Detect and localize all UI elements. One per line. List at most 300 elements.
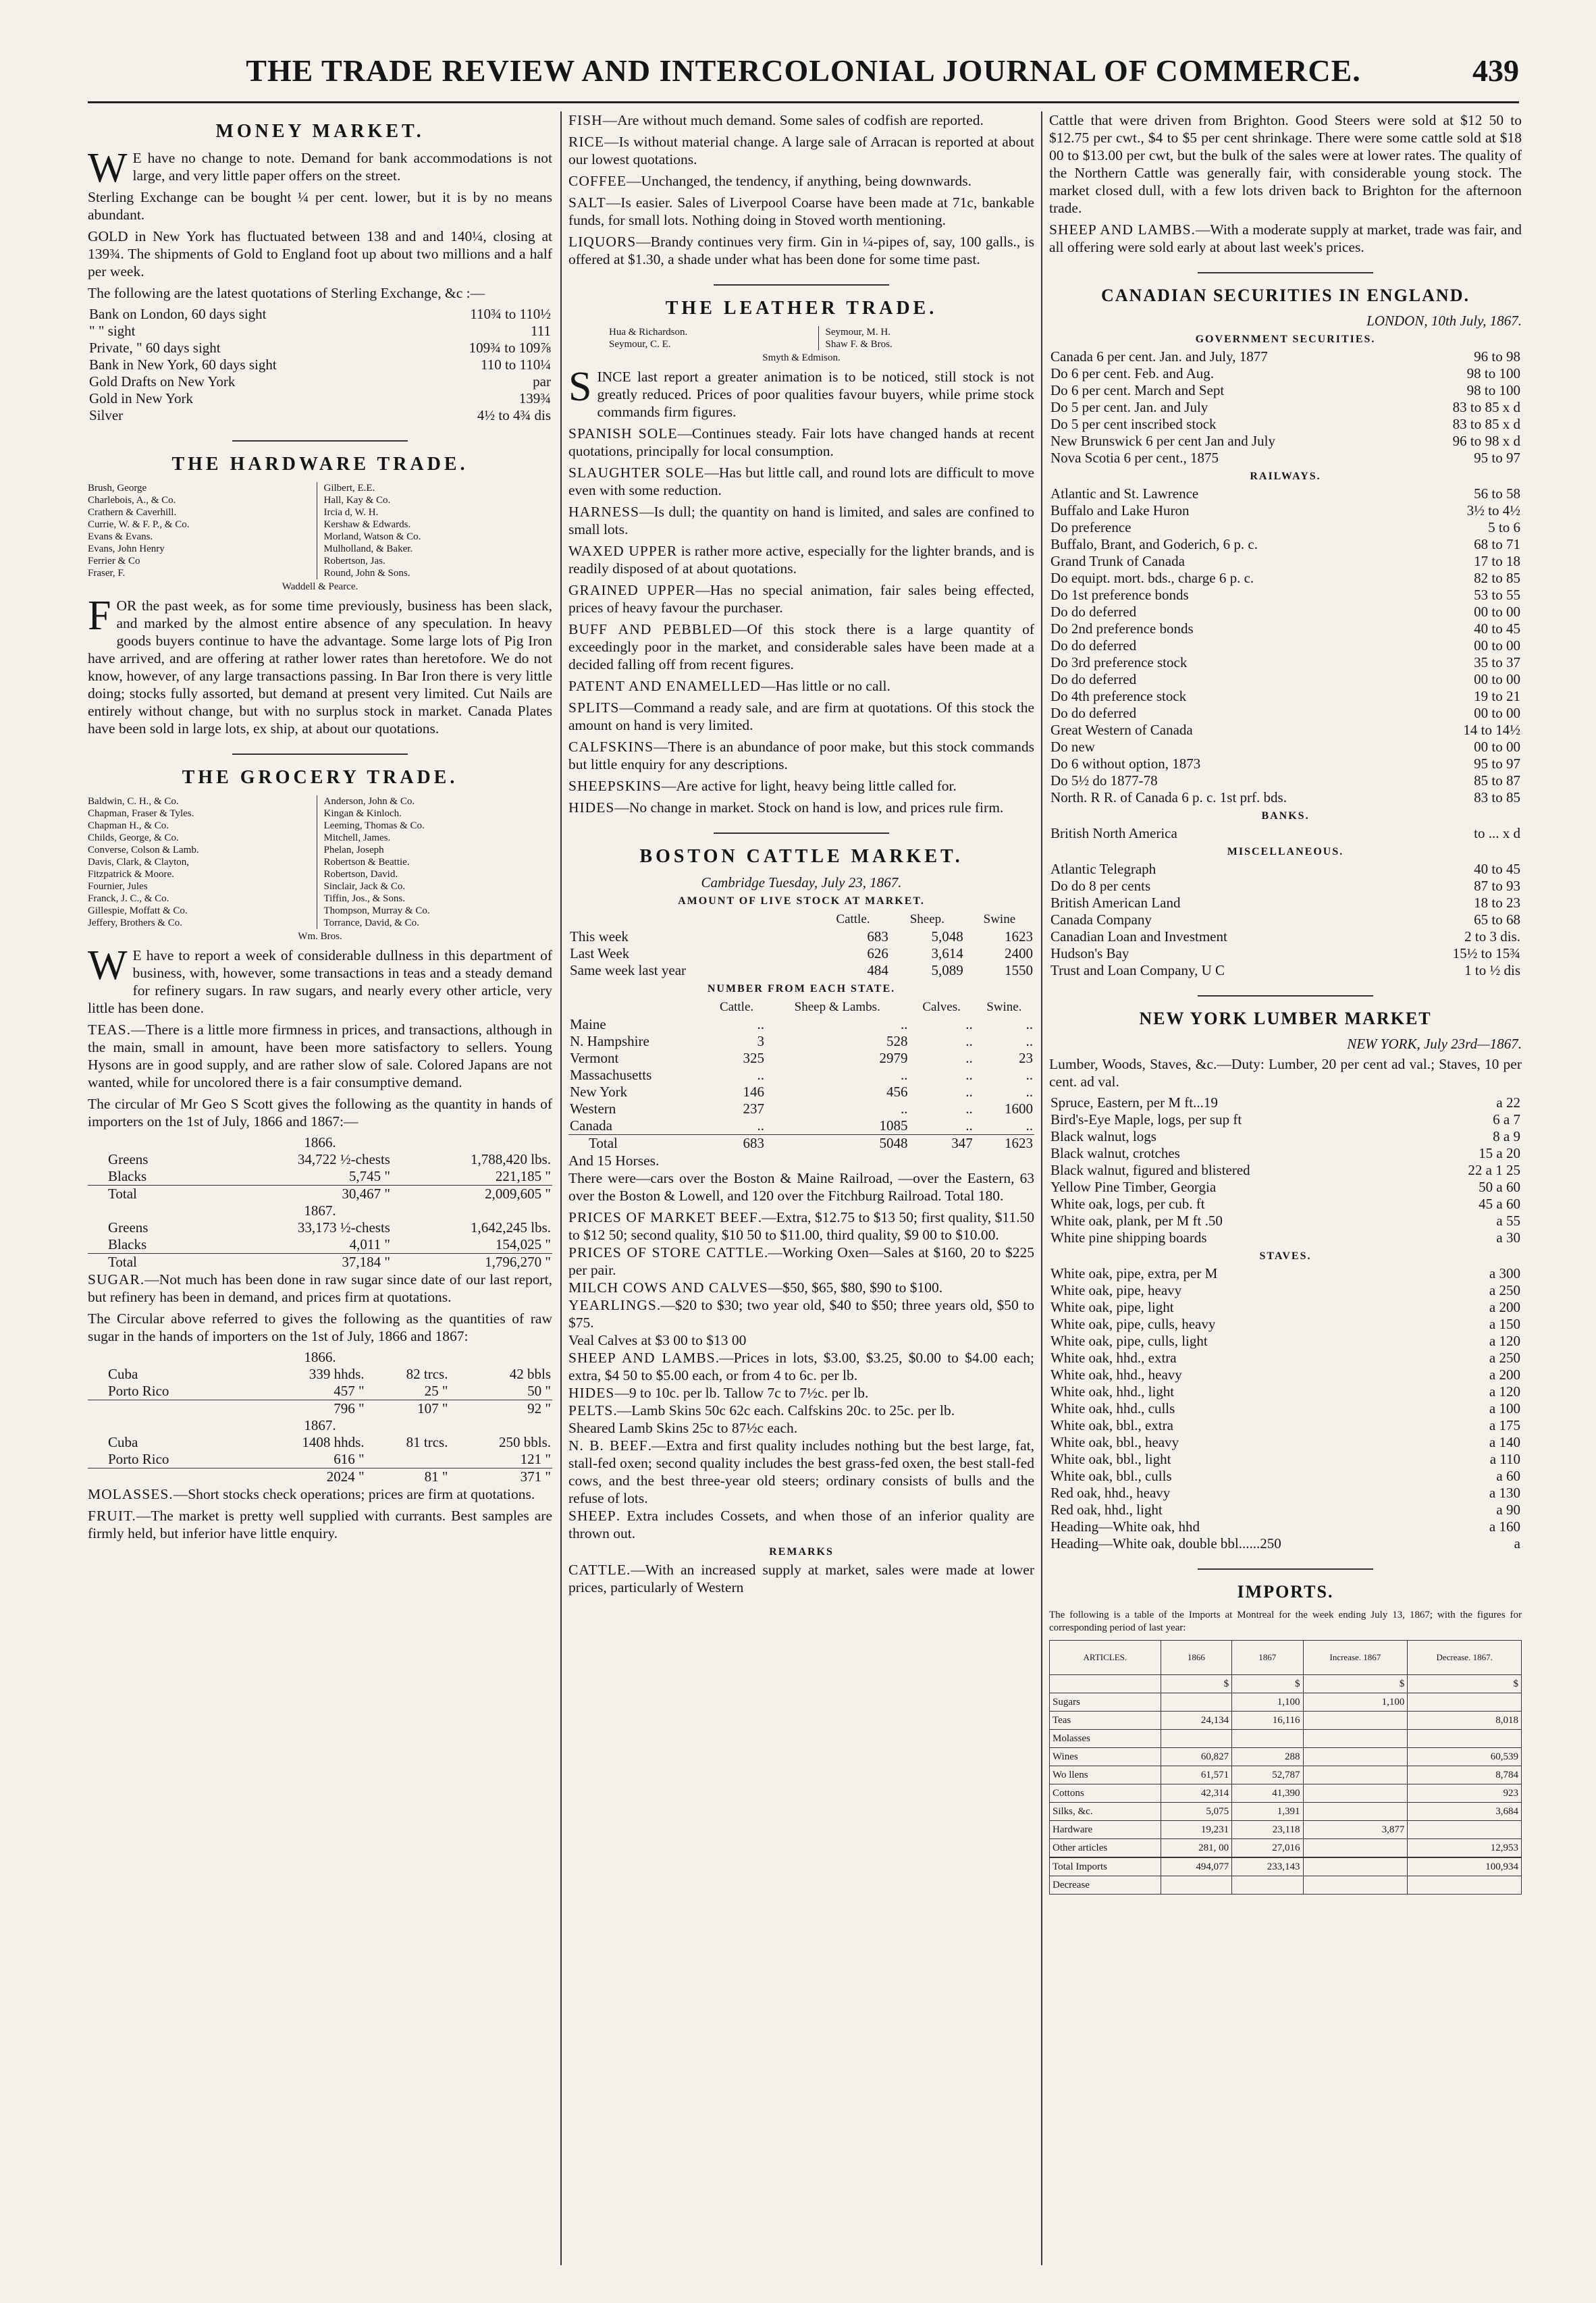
row-label: Buffalo and Lake Huron	[1050, 502, 1190, 519]
security-row	[1049, 654, 1522, 671]
boston-prices	[568, 1209, 1034, 1542]
security-row	[1049, 861, 1522, 878]
row-value: to ... x d	[1474, 825, 1520, 841]
stave-row	[1049, 1350, 1522, 1367]
quote-value: 110¾ to 110½	[470, 306, 551, 322]
row-label	[88, 1400, 243, 1418]
unit-cell: $	[1161, 1675, 1231, 1693]
amount	[1408, 1821, 1522, 1839]
row-value: 14 to 14½	[1463, 722, 1520, 738]
subhead: REMARKS	[769, 1546, 834, 1558]
money-para: GOLD in New York has fluctuated between 138 and and 140¼, closing at 139¾. The shipments of Gold to England foot up about two millions and a half per week.	[88, 228, 552, 280]
para-lead: HIDES	[568, 1385, 615, 1401]
lumber-table	[1049, 1094, 1522, 1246]
cattle-para-continued: Cattle that were driven from Brighton. Good Steers were sold at $12 50 to $12.75 per cwt., $4 to $5 per cent shrinkage. There were some cattle sold at $18 00 to $13.00 per cwt, but the bulk of the sales were at lower rates. The quality of the Northern Cattle was generally fair, with considerable young stock. The market closed dull, with a few lots driven back to Brighton for the afternoon trade.	[1049, 112, 1522, 216]
para-lead: SLAUGHTER SOLE	[568, 465, 705, 481]
row-label: White oak, pipe, light	[1050, 1299, 1174, 1315]
security-row	[1049, 519, 1522, 536]
row-value: a 55	[1496, 1213, 1520, 1229]
security-row	[1049, 962, 1522, 979]
count: ..	[1026, 1117, 1033, 1134]
molasses-para: MOLASSES.—Short stocks check operations; prices are firm at quotations.	[88, 1486, 535, 1502]
year-label: 1866.	[304, 1134, 336, 1150]
fruit-para: FRUIT.—The market is pretty well supplied with currants. Best samples are firmly held, but inferior have little enquiry.	[88, 1508, 552, 1541]
firm-name: Mitchell, James.	[323, 832, 391, 843]
firm-name: Evans, John Henry	[88, 544, 165, 554]
stave-row	[1049, 1299, 1522, 1316]
row-label: Do 3rd preference stock	[1050, 654, 1188, 670]
leather-para	[568, 542, 1034, 577]
amount: 1,100	[1232, 1693, 1303, 1712]
count: 683	[708, 1135, 766, 1153]
row-value: 00 to 00	[1474, 739, 1520, 755]
row-value: 65 to 68	[1474, 911, 1520, 928]
import-row	[1050, 1803, 1522, 1821]
sugar-row	[88, 1434, 552, 1451]
row-label: Blacks	[108, 1236, 147, 1252]
row-label: Do do 8 per cents	[1050, 878, 1151, 894]
security-row	[1049, 825, 1522, 842]
state-row	[568, 1033, 1034, 1050]
count: ..	[901, 1016, 908, 1032]
firm-name: Seymour, M. H.	[825, 327, 890, 338]
section-rule	[232, 753, 408, 755]
row-label: Total Imports	[1050, 1857, 1161, 1876]
row-value: a 90	[1496, 1502, 1520, 1518]
state-row	[568, 1016, 1034, 1033]
count: ..	[965, 1117, 973, 1134]
para-lead: PRICES OF MARKET BEEF	[568, 1209, 758, 1225]
row-value: 96 to 98 x d	[1452, 433, 1520, 449]
security-row	[1049, 416, 1522, 433]
row-value: a 100	[1489, 1400, 1520, 1417]
security-row	[1049, 637, 1522, 654]
amount	[1303, 1730, 1408, 1748]
year-label: 1867.	[304, 1202, 336, 1219]
row-label: White oak, bbl., culls	[1050, 1468, 1172, 1484]
amount: 61,571	[1161, 1766, 1231, 1784]
tea-row	[88, 1186, 552, 1203]
para-lead: RICE	[568, 134, 604, 150]
row-label: Do 5 per cent inscribed stock	[1050, 416, 1217, 432]
lumber-intro: Lumber, Woods, Staves, &c.—Duty: Lumber, 20 per cent ad val.; Staves, 10 per cent. ad val.	[1049, 1056, 1522, 1090]
year-row	[88, 1417, 552, 1434]
row-label: Great Western of Canada	[1050, 722, 1193, 738]
row-label: New Brunswick 6 per cent Jan and July	[1050, 433, 1276, 449]
row-label: Do do deferred	[1050, 604, 1137, 620]
unit-cell: $	[1232, 1675, 1303, 1693]
tea-row	[88, 1236, 552, 1254]
para-text: .—$20 to $30; two year old, $40 to $50; three years old, $50 to $75.	[568, 1297, 1034, 1331]
security-row	[1049, 739, 1522, 756]
amount	[1303, 1766, 1408, 1784]
tea-row	[88, 1254, 552, 1271]
price-para	[568, 1419, 1034, 1437]
sugar-row	[88, 1366, 552, 1383]
row-value: a 22	[1496, 1094, 1520, 1111]
leather-para: SINCE last report a greater animation is to be noticed, still stock is not greatly reduced. Prices of poor qualities favour buyers, while prime stock commands firm figures.	[568, 364, 1034, 420]
security-row	[1049, 536, 1522, 553]
row-label: Red oak, hhd., light	[1050, 1502, 1163, 1518]
security-row	[1049, 450, 1522, 467]
unit-cell	[1050, 1675, 1161, 1693]
amount: 1,391	[1232, 1803, 1303, 1821]
price-para	[568, 1296, 1034, 1331]
firm-name: Hua & Richardson.	[609, 327, 688, 338]
count: ..	[965, 1050, 973, 1066]
amount	[1408, 1693, 1522, 1712]
pounds: 221,185 "	[495, 1168, 551, 1184]
row-label: Grand Trunk of Canada	[1050, 553, 1185, 569]
row-value: 6 a 7	[1493, 1111, 1520, 1128]
lumber-row	[1049, 1229, 1522, 1246]
security-row	[1049, 502, 1522, 519]
firm-name: Sinclair, Jack & Co.	[323, 881, 406, 892]
leather-para	[568, 503, 1034, 538]
stock-by-state-table	[568, 998, 1034, 1152]
money-para: W E have no change to note. Demand for bank accommodations is not large, and very little paper offers on the street.	[88, 145, 552, 191]
bbls: 92 "	[449, 1400, 552, 1418]
para-lead: BUFF AND PEBBLED	[568, 621, 733, 637]
firm-name: Brush, George	[88, 483, 147, 494]
amount	[1161, 1693, 1231, 1712]
amount	[1303, 1748, 1408, 1766]
firm-name: Kingan & Kinloch.	[323, 808, 402, 819]
count: 1623	[974, 1135, 1034, 1153]
page-number: 439	[1472, 53, 1519, 88]
quote-label: " " sight	[89, 323, 136, 339]
row-value: a 120	[1489, 1333, 1520, 1349]
pounds: 1,788,420 lbs.	[470, 1151, 551, 1167]
count: 626	[867, 945, 888, 961]
firm-name: Thompson, Murray & Co.	[323, 905, 430, 916]
count: ..	[1026, 1033, 1033, 1049]
subhead: RAILWAYS.	[1250, 471, 1321, 482]
count: ..	[965, 1016, 973, 1032]
quote-row	[88, 356, 552, 373]
chests: 30,467 "	[207, 1186, 392, 1203]
article-name: Silks, &c.	[1050, 1803, 1161, 1821]
row-value: 17 to 18	[1474, 553, 1520, 569]
page-header	[88, 47, 1519, 103]
amount: 923	[1408, 1784, 1522, 1803]
price-para	[568, 1209, 1034, 1244]
para-lead: N. B. BEEF	[568, 1437, 648, 1454]
chests: 34,722 ½-chests	[297, 1151, 390, 1167]
row-value: a 150	[1489, 1316, 1520, 1332]
firm-name: Morland, Watson & Co.	[323, 531, 421, 542]
para-text: —Are without much demand. Some sales of codfish are reported.	[602, 112, 984, 128]
quote-label: Bank on London, 60 days sight	[89, 306, 267, 322]
sugar-row	[88, 1468, 552, 1486]
para-text: . Extra includes Cossets, and when those of an inferior quality are thrown out.	[568, 1508, 1034, 1541]
state-name: New York	[570, 1084, 628, 1100]
row-value: 00 to 00	[1474, 705, 1520, 721]
para-text: —Has but little call, and round lots are difficult to move even with some reduction.	[568, 465, 1034, 498]
trcs: 25 "	[424, 1383, 448, 1399]
bbls: 121 "	[520, 1451, 551, 1467]
quote-row	[88, 306, 552, 323]
trcs	[366, 1451, 450, 1468]
row-label: Buffalo, Brant, and Goderich, 6 p. c.	[1050, 536, 1258, 552]
market-para	[568, 133, 1034, 168]
count: ..	[1026, 1016, 1033, 1032]
row-label: Black walnut, logs	[1050, 1128, 1156, 1144]
firm-name: Shaw F. & Bros.	[825, 339, 893, 350]
para-text: .—Lamb Skins 50c 62c each. Calfskins 20c. to 25c. per lb.	[613, 1402, 955, 1419]
firm-name: Robertson, David.	[323, 869, 398, 880]
pounds: 1,796,270 "	[392, 1254, 552, 1271]
row-label: Do do deferred	[1050, 671, 1137, 687]
row-label: White oak, hhd., heavy	[1050, 1367, 1182, 1383]
row-label: White oak, pipe, heavy	[1050, 1282, 1182, 1298]
security-row	[1049, 722, 1522, 739]
amount	[1161, 1730, 1231, 1748]
sugar-row	[88, 1451, 552, 1468]
state-row	[568, 1084, 1034, 1101]
para-lead: COFFEE	[568, 173, 627, 189]
row-value: 82 to 85	[1474, 570, 1520, 586]
subhead: GOVERNMENT SECURITIES.	[1195, 334, 1376, 345]
row-label: White oak, bbl., extra	[1050, 1417, 1173, 1433]
para-text: —Are active for light, heavy being little called for.	[661, 778, 957, 794]
live-stock-table	[568, 910, 1034, 979]
lumber-row	[1049, 1179, 1522, 1196]
column-2	[568, 111, 1034, 2265]
leather-para	[568, 677, 1034, 695]
sugar-row	[88, 1383, 552, 1400]
count: 683	[867, 928, 888, 945]
security-row	[1049, 878, 1522, 895]
market-para	[568, 111, 1034, 129]
count: 146	[743, 1084, 764, 1100]
subhead: NUMBER FROM EACH STATE.	[707, 983, 896, 995]
firm-name: Robertson & Beattie.	[323, 857, 410, 868]
count: 2400	[1005, 945, 1033, 961]
row-label: White oak, hhd., culls	[1050, 1400, 1175, 1417]
row-value: 3½ to 4½	[1466, 502, 1520, 519]
amount	[1408, 1876, 1522, 1895]
row-label: Do equipt. mort. bds., charge 6 p. c.	[1050, 570, 1254, 586]
para-text: Veal Calves at $3 00 to $13 00	[568, 1332, 747, 1348]
pounds: 1,642,245 lbs.	[470, 1219, 551, 1236]
price-para	[568, 1279, 1034, 1296]
chests: 4,011 "	[349, 1236, 390, 1252]
price-para	[568, 1507, 1034, 1542]
amount	[1303, 1839, 1408, 1858]
para-lead: SALT	[568, 194, 606, 211]
para-text: .—Extra, $12.75 to $13 50; first quality, $11.50 to $12 50; second quality, $10 50 to $11.00, third quality, $9 00 to $10.00.	[568, 1209, 1034, 1243]
column-header: Sheep & Lambs.	[794, 1000, 880, 1014]
row-value: 00 to 00	[1474, 671, 1520, 687]
amount	[1232, 1730, 1303, 1748]
row-label: Cuba	[108, 1366, 138, 1382]
row-value: a 300	[1489, 1265, 1520, 1281]
firm-name: Converse, Colson & Lamb.	[88, 845, 199, 855]
lumber-row	[1049, 1213, 1522, 1229]
row-label: White oak, hhd., extra	[1050, 1350, 1177, 1366]
staves-table	[1049, 1265, 1522, 1552]
row-label: Black walnut, figured and blistered	[1050, 1162, 1250, 1178]
firm-name: Seymour, C. E.	[609, 339, 671, 350]
quote-label: Bank in New York, 60 days sight	[89, 356, 277, 373]
firm-name: Tiffin, Jos., & Sons.	[323, 893, 405, 904]
state-row	[568, 1117, 1034, 1135]
state-row	[568, 1101, 1034, 1117]
stave-row	[1049, 1502, 1522, 1518]
subhead: MISCELLANEOUS.	[1227, 846, 1344, 857]
row-value: a	[1514, 1535, 1520, 1552]
import-row	[1050, 1730, 1522, 1748]
firm-name: Ircia d, W. H.	[323, 507, 379, 518]
row-value: a 120	[1489, 1383, 1520, 1400]
para-lead: LIQUORS	[568, 234, 637, 250]
para-text: is rather more active, especially for the lighter brands, and is readily disposed of at about quotations.	[568, 543, 1034, 577]
count: 1085	[879, 1117, 908, 1134]
amount: 27,016	[1232, 1839, 1303, 1858]
stave-row	[1049, 1451, 1522, 1468]
unit-cell: $	[1408, 1675, 1522, 1693]
row-value: 40 to 45	[1474, 620, 1520, 637]
firm-name: Torrance, David, & Co.	[323, 918, 419, 928]
lumber-date: NEW YORK, July 23rd—1867.	[1347, 1036, 1522, 1052]
amount: 494,077	[1161, 1857, 1231, 1876]
article-name: Cottons	[1050, 1784, 1161, 1803]
para-text: —Command a ready sale, and are firm at quotations. Of this stock the amount on hand is very limited.	[568, 699, 1034, 733]
security-row	[1049, 570, 1522, 587]
firm-name: Evans & Evans.	[88, 531, 153, 542]
row-value: 5 to 6	[1488, 519, 1520, 535]
price-para	[568, 1384, 1034, 1402]
firm-name: Wm. Bros.	[298, 931, 342, 942]
para-lead: SHEEP AND LAMBS	[568, 1350, 716, 1366]
amount: 12,953	[1408, 1839, 1522, 1858]
column-header: Swine	[983, 912, 1016, 926]
decrease-row	[1050, 1876, 1522, 1895]
row-label	[88, 1468, 243, 1486]
amount: 23,118	[1232, 1821, 1303, 1839]
boston-date: Cambridge Tuesday, July 23, 1867.	[701, 874, 902, 891]
column-rule	[560, 111, 562, 2265]
amount: 60,827	[1161, 1748, 1231, 1766]
leather-title: THE LEATHER TRADE.	[665, 298, 938, 319]
article-name: Sugars	[1050, 1693, 1161, 1712]
row-label: Heading—White oak, double bbl......250	[1050, 1535, 1281, 1552]
security-row	[1049, 485, 1522, 502]
hhds: 2024 "	[243, 1468, 365, 1486]
count: 23	[1019, 1050, 1033, 1066]
import-row	[1050, 1821, 1522, 1839]
lumber-row	[1049, 1196, 1522, 1213]
amount: 52,787	[1232, 1766, 1303, 1784]
bbls: 250 bbls.	[498, 1434, 551, 1450]
firm-name: Childs, George, & Co.	[88, 832, 179, 843]
stave-row	[1049, 1535, 1522, 1552]
section-rule	[1198, 272, 1373, 273]
row-label: White oak, hhd., light	[1050, 1383, 1175, 1400]
quote-label: Silver	[89, 407, 124, 423]
boston-title: BOSTON CATTLE MARKET.	[639, 846, 963, 867]
count: 1550	[1005, 962, 1033, 978]
unit-cell: $	[1303, 1675, 1408, 1693]
amount: 16,116	[1232, 1712, 1303, 1730]
para-text: —9 to 10c. per lb. Tallow 7c to 7½c. per lb.	[614, 1385, 869, 1401]
firm-name: Fitzpatrick & Moore.	[88, 869, 174, 880]
para-lead: PRICES OF STORE CATTLE	[568, 1244, 765, 1261]
sugar-stock-table	[88, 1349, 552, 1485]
security-row	[1049, 945, 1522, 962]
row-label: White pine shipping boards	[1050, 1229, 1207, 1246]
import-row	[1050, 1784, 1522, 1803]
quote-row	[88, 323, 552, 340]
grocery-firms	[88, 795, 552, 929]
column-header	[568, 998, 708, 1016]
row-label: Canada Company	[1050, 911, 1152, 928]
hhds: 457 "	[334, 1383, 365, 1399]
para-lead: SPLITS	[568, 699, 620, 716]
row-label: Spruce, Eastern, per M ft...19	[1050, 1094, 1218, 1111]
article-name: Other articles	[1050, 1839, 1161, 1858]
row-value: 53 to 55	[1474, 587, 1520, 603]
article-name: Molasses	[1050, 1730, 1161, 1748]
row-value: 35 to 37	[1474, 654, 1520, 670]
trcs: 81 "	[366, 1468, 450, 1486]
grocery-continued	[568, 111, 1034, 268]
firm-name: Charlebois, A., & Co.	[88, 495, 176, 506]
canadian-securities-title: CANADIAN SECURITIES IN ENGLAND.	[1101, 286, 1470, 305]
row-label: White oak, logs, per cub. ft	[1050, 1196, 1205, 1212]
para-lead: CALFSKINS	[568, 739, 654, 755]
security-row	[1049, 895, 1522, 911]
para-text: .—Working Oxen—Sales at $160, 20 to $225 per pair.	[568, 1244, 1034, 1278]
amount	[1303, 1857, 1408, 1876]
row-label: White oak, pipe, culls, light	[1050, 1333, 1208, 1349]
leather-items	[568, 425, 1034, 816]
row-label: White oak, pipe, extra, per M	[1050, 1265, 1218, 1281]
quote-value: 4½ to 4¾ dis	[477, 407, 551, 423]
row-label: Total	[88, 1254, 207, 1271]
import-row	[1050, 1766, 1522, 1784]
article-name: Wines	[1050, 1748, 1161, 1766]
security-row	[1049, 399, 1522, 416]
row-label: Blacks	[108, 1168, 147, 1184]
leather-para	[568, 777, 1034, 795]
security-row	[1049, 789, 1522, 806]
hhds: 796 "	[243, 1400, 365, 1418]
stave-row	[1049, 1400, 1522, 1417]
stave-row	[1049, 1485, 1522, 1502]
total-row	[568, 1135, 1034, 1153]
security-row	[1049, 382, 1522, 399]
circular-para: The circular of Mr Geo S Scott gives the following as the quantity in hands of importers on the 1st of July, 1866 and 1867:—	[88, 1096, 552, 1130]
row-label: Decrease	[1050, 1876, 1161, 1895]
para-text: Sheared Lamb Skins 25c to 87½c each.	[568, 1420, 798, 1436]
firm-name: Robertson, Jas.	[323, 556, 385, 566]
article-name: Hardware	[1050, 1821, 1161, 1839]
count: 3,614	[931, 945, 963, 961]
quote-label: Gold in New York	[89, 390, 194, 406]
import-row	[1050, 1693, 1522, 1712]
count: 5,089	[931, 962, 963, 978]
state-row	[568, 1050, 1034, 1067]
row-label: Do 2nd preference bonds	[1050, 620, 1194, 637]
row-label: Do new	[1050, 739, 1095, 755]
quote-row	[88, 340, 552, 356]
count: ..	[965, 1101, 973, 1117]
quote-label: Private, " 60 days sight	[89, 340, 221, 356]
row-label: Do 4th preference stock	[1050, 688, 1187, 704]
row-label: Hudson's Bay	[1050, 945, 1129, 961]
